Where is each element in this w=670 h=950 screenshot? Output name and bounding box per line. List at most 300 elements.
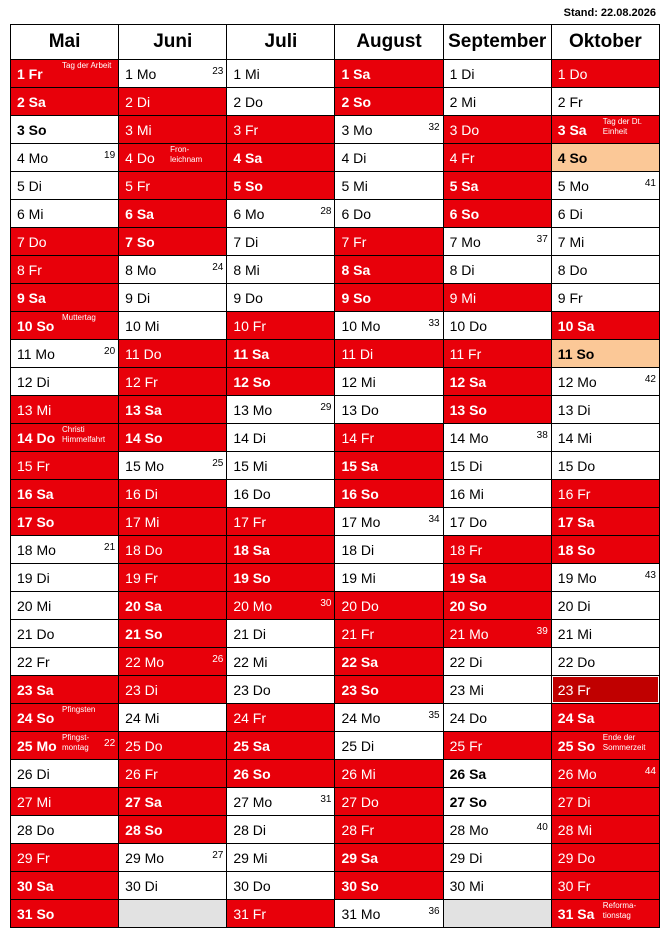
day-cell[interactable] — [11, 312, 119, 340]
calendar-table — [10, 24, 660, 928]
month-header-oktober: Oktober — [551, 25, 659, 60]
day-label: 9 Fr — [557, 289, 583, 306]
calendar-row — [11, 704, 660, 732]
calendar-row — [11, 816, 660, 844]
day-label: 24 Do — [449, 709, 487, 726]
day-label: 14 Mo — [449, 429, 489, 446]
day-cell[interactable] — [335, 508, 443, 536]
day-label: 25 Di — [341, 737, 375, 754]
day-cell[interactable] — [551, 144, 659, 172]
day-label: 31 Mo — [341, 905, 381, 922]
day-cell[interactable] — [551, 340, 659, 368]
calendar-row — [11, 648, 660, 676]
day-cell[interactable] — [551, 396, 659, 424]
day-cell[interactable] — [443, 452, 551, 480]
day-cell[interactable] — [551, 88, 659, 116]
day-label: 22 Di — [449, 653, 483, 670]
day-cell[interactable] — [227, 312, 335, 340]
day-cell[interactable] — [227, 564, 335, 592]
day-label: 3 Do — [449, 121, 480, 138]
day-label: 18 Do — [125, 541, 163, 558]
day-cell[interactable] — [227, 844, 335, 872]
day-cell[interactable] — [119, 116, 227, 144]
day-cell[interactable] — [551, 760, 659, 788]
day-cell[interactable] — [11, 900, 119, 928]
day-label: 8 Fr — [17, 261, 42, 278]
day-cell[interactable] — [551, 452, 659, 480]
day-label: 8 Mi — [233, 261, 260, 278]
day-cell[interactable] — [443, 144, 551, 172]
day-cell[interactable] — [551, 704, 659, 732]
day-cell[interactable] — [227, 760, 335, 788]
day-cell[interactable] — [119, 676, 227, 704]
day-cell[interactable] — [551, 256, 659, 284]
day-cell[interactable] — [119, 340, 227, 368]
day-cell[interactable] — [551, 172, 659, 200]
day-cell[interactable] — [551, 592, 659, 620]
day-cell[interactable] — [551, 816, 659, 844]
day-cell[interactable] — [335, 480, 443, 508]
day-cell[interactable] — [119, 144, 227, 172]
day-label: 23 So — [341, 681, 379, 698]
day-cell[interactable] — [119, 592, 227, 620]
day-cell[interactable] — [551, 508, 659, 536]
day-cell[interactable] — [227, 872, 335, 900]
day-cell[interactable] — [443, 480, 551, 508]
day-label: 17 So — [17, 513, 55, 530]
day-cell[interactable] — [227, 116, 335, 144]
day-cell[interactable] — [227, 704, 335, 732]
day-cell[interactable] — [335, 284, 443, 312]
day-cell[interactable] — [119, 200, 227, 228]
day-label: 30 Fr — [557, 877, 591, 894]
day-cell[interactable] — [119, 620, 227, 648]
day-cell[interactable] — [11, 284, 119, 312]
day-cell[interactable] — [443, 284, 551, 312]
day-cell[interactable] — [443, 340, 551, 368]
day-cell[interactable] — [11, 592, 119, 620]
day-label: 25 Sa — [233, 737, 270, 754]
day-cell[interactable] — [227, 172, 335, 200]
day-label: 22 Mi — [233, 653, 268, 670]
day-cell[interactable] — [551, 116, 659, 144]
day-cell[interactable] — [551, 732, 659, 760]
day-cell[interactable] — [119, 396, 227, 424]
day-cell[interactable] — [443, 592, 551, 620]
week-number: 23 — [212, 66, 224, 77]
day-cell[interactable] — [11, 256, 119, 284]
day-cell[interactable] — [335, 340, 443, 368]
holiday-note: Tag der Dt. Einheit — [602, 117, 642, 136]
day-label: 26 Mo — [557, 765, 597, 782]
day-cell[interactable] — [119, 368, 227, 396]
day-cell[interactable] — [119, 508, 227, 536]
day-cell[interactable] — [443, 312, 551, 340]
calendar-row — [11, 592, 660, 620]
day-cell[interactable] — [11, 648, 119, 676]
day-cell[interactable] — [443, 424, 551, 452]
day-label: 21 So — [125, 625, 163, 642]
day-cell[interactable] — [227, 900, 335, 928]
day-cell[interactable] — [551, 368, 659, 396]
day-cell[interactable] — [11, 480, 119, 508]
day-label: 11 Fr — [449, 345, 482, 362]
day-label: 15 Di — [449, 457, 483, 474]
day-cell[interactable] — [119, 844, 227, 872]
day-cell[interactable] — [335, 816, 443, 844]
day-label: 20 Mo — [233, 597, 273, 614]
day-cell[interactable] — [443, 60, 551, 88]
day-cell[interactable] — [443, 536, 551, 564]
day-label: 19 Mi — [341, 569, 376, 586]
day-cell[interactable] — [227, 144, 335, 172]
day-cell[interactable] — [443, 368, 551, 396]
day-label: 17 Do — [449, 513, 487, 530]
month-header-juli: Juli — [227, 25, 335, 60]
week-number: 40 — [536, 822, 548, 833]
day-cell[interactable] — [11, 732, 119, 760]
day-cell[interactable] — [551, 228, 659, 256]
day-cell[interactable] — [11, 788, 119, 816]
day-cell[interactable] — [11, 760, 119, 788]
day-cell[interactable] — [551, 312, 659, 340]
day-label: 15 Do — [557, 457, 596, 474]
day-label: 2 Do — [233, 93, 263, 110]
holiday-note: Pfingst-montag — [62, 733, 90, 752]
day-label: 12 Sa — [449, 373, 487, 390]
day-cell[interactable] — [551, 844, 659, 872]
day-cell[interactable] — [119, 284, 227, 312]
day-label: 25 So — [557, 737, 596, 754]
day-label: 9 So — [341, 289, 372, 306]
day-cell[interactable] — [443, 172, 551, 200]
day-label: 17 Mi — [125, 513, 160, 530]
day-cell[interactable] — [11, 564, 119, 592]
day-cell[interactable] — [443, 732, 551, 760]
day-label: 31 Sa — [557, 905, 595, 922]
day-cell[interactable] — [443, 872, 551, 900]
day-cell[interactable] — [335, 424, 443, 452]
day-label: 27 So — [449, 793, 487, 810]
day-cell[interactable] — [551, 564, 659, 592]
day-cell[interactable] — [227, 452, 335, 480]
day-label: 16 Sa — [17, 485, 54, 502]
day-label: 16 Di — [125, 485, 158, 502]
day-cell[interactable] — [335, 396, 443, 424]
day-cell[interactable] — [119, 256, 227, 284]
day-cell[interactable] — [11, 704, 119, 732]
week-number: 34 — [428, 514, 440, 525]
day-label: 31 So — [17, 905, 55, 922]
week-number: 39 — [536, 626, 548, 637]
day-cell[interactable] — [11, 536, 119, 564]
day-label: 14 Do — [17, 429, 56, 446]
day-cell[interactable] — [11, 228, 119, 256]
calendar-row — [11, 60, 660, 88]
day-cell[interactable] — [227, 88, 335, 116]
day-cell[interactable] — [551, 424, 659, 452]
day-cell[interactable] — [11, 172, 119, 200]
day-cell[interactable] — [335, 844, 443, 872]
day-cell[interactable] — [11, 200, 119, 228]
day-label: 10 Mi — [125, 317, 160, 334]
day-cell[interactable] — [119, 228, 227, 256]
day-cell[interactable] — [227, 368, 335, 396]
day-cell[interactable] — [11, 424, 119, 452]
day-label: 10 Mo — [341, 317, 381, 334]
day-cell[interactable] — [443, 676, 551, 704]
day-cell[interactable] — [119, 564, 227, 592]
day-label: 19 Fr — [125, 569, 158, 586]
day-cell[interactable] — [11, 620, 119, 648]
day-cell[interactable] — [443, 508, 551, 536]
day-label: 28 Mi — [557, 821, 593, 838]
day-cell[interactable] — [443, 200, 551, 228]
day-cell[interactable] — [11, 816, 119, 844]
day-cell[interactable] — [11, 396, 119, 424]
day-cell[interactable] — [335, 732, 443, 760]
day-label: 16 Fr — [557, 485, 591, 502]
day-cell[interactable] — [227, 620, 335, 648]
day-cell[interactable] — [443, 116, 551, 144]
day-label: 26 Sa — [449, 765, 487, 782]
day-cell[interactable] — [335, 648, 443, 676]
day-label: 22 Do — [557, 653, 596, 670]
day-cell[interactable] — [119, 732, 227, 760]
week-number: 25 — [212, 458, 224, 469]
day-cell[interactable] — [443, 396, 551, 424]
day-cell[interactable] — [227, 480, 335, 508]
day-label: 24 Mi — [125, 709, 160, 726]
day-cell[interactable] — [227, 396, 335, 424]
day-cell[interactable] — [119, 452, 227, 480]
day-label: 23 Mi — [449, 681, 484, 698]
day-cell[interactable] — [551, 900, 659, 928]
day-cell[interactable] — [119, 704, 227, 732]
day-cell[interactable] — [227, 648, 335, 676]
day-label: 3 Sa — [557, 121, 587, 138]
day-cell[interactable] — [335, 760, 443, 788]
day-cell[interactable] — [11, 844, 119, 872]
day-label: 1 Fr — [17, 65, 43, 82]
day-label: 7 Fr — [341, 233, 367, 250]
day-label: 9 Sa — [17, 289, 46, 306]
day-label: 10 Fr — [233, 317, 266, 334]
day-cell[interactable] — [443, 88, 551, 116]
day-label: 4 Di — [341, 149, 367, 166]
day-cell[interactable] — [335, 256, 443, 284]
day-cell[interactable] — [119, 788, 227, 816]
day-label: 16 Mi — [449, 485, 484, 502]
day-cell[interactable] — [119, 88, 227, 116]
day-cell[interactable] — [443, 900, 551, 928]
day-label: 21 Mi — [557, 625, 593, 642]
day-label: 11 Do — [125, 345, 162, 362]
calendar-row — [11, 284, 660, 312]
day-cell[interactable] — [335, 368, 443, 396]
day-cell[interactable] — [551, 788, 659, 816]
day-label: 12 Fr — [125, 373, 158, 390]
day-cell[interactable] — [335, 900, 443, 928]
day-label: 24 Mo — [341, 709, 381, 726]
day-label: 17 Sa — [557, 513, 595, 530]
day-label: 6 Mi — [17, 205, 44, 222]
day-cell[interactable] — [443, 816, 551, 844]
day-cell[interactable] — [335, 144, 443, 172]
day-label: 30 Sa — [17, 877, 54, 894]
day-cell[interactable] — [335, 704, 443, 732]
day-label: 10 So — [17, 317, 55, 334]
day-cell[interactable] — [119, 900, 227, 928]
day-label: 1 Mo — [125, 65, 157, 82]
day-cell[interactable] — [335, 60, 443, 88]
day-cell[interactable] — [443, 228, 551, 256]
day-cell[interactable] — [11, 60, 119, 88]
day-cell[interactable] — [11, 340, 119, 368]
day-cell[interactable] — [335, 228, 443, 256]
day-cell[interactable] — [227, 676, 335, 704]
day-label: 6 Do — [341, 205, 372, 222]
day-cell[interactable] — [227, 592, 335, 620]
day-cell[interactable] — [119, 648, 227, 676]
day-cell[interactable] — [335, 536, 443, 564]
day-label: 5 So — [233, 177, 263, 194]
day-cell[interactable] — [119, 760, 227, 788]
day-cell[interactable] — [227, 732, 335, 760]
day-label: 12 Mi — [341, 373, 376, 390]
day-cell[interactable] — [443, 620, 551, 648]
day-label: 11 So — [557, 345, 595, 362]
day-cell[interactable] — [443, 760, 551, 788]
day-cell[interactable] — [11, 452, 119, 480]
day-cell[interactable] — [119, 536, 227, 564]
calendar-row — [11, 452, 660, 480]
day-label: 12 Di — [17, 373, 50, 390]
day-label: 18 Mo — [17, 541, 56, 558]
day-cell[interactable] — [119, 480, 227, 508]
day-cell[interactable] — [335, 200, 443, 228]
week-number: 27 — [212, 850, 224, 861]
day-cell[interactable] — [227, 228, 335, 256]
day-cell[interactable] — [11, 368, 119, 396]
calendar-row — [11, 480, 660, 508]
day-cell[interactable] — [227, 508, 335, 536]
day-label: 13 Mo — [233, 401, 273, 418]
day-label: 14 Mi — [557, 429, 593, 446]
day-cell[interactable] — [443, 256, 551, 284]
day-cell[interactable] — [227, 340, 335, 368]
day-cell[interactable] — [335, 312, 443, 340]
week-number: 28 — [320, 206, 332, 217]
day-label: 22 Fr — [17, 653, 50, 670]
day-cell[interactable] — [335, 564, 443, 592]
day-cell[interactable] — [11, 116, 119, 144]
day-cell[interactable] — [551, 284, 659, 312]
week-number: 21 — [104, 542, 116, 553]
day-cell[interactable] — [227, 816, 335, 844]
day-cell[interactable] — [551, 200, 659, 228]
day-cell[interactable] — [551, 872, 659, 900]
day-cell[interactable] — [11, 144, 119, 172]
day-cell[interactable] — [11, 508, 119, 536]
day-cell[interactable] — [11, 676, 119, 704]
day-label: 21 Di — [233, 625, 266, 642]
day-cell[interactable] — [335, 452, 443, 480]
day-cell[interactable] — [443, 704, 551, 732]
day-label: 11 Di — [341, 345, 374, 362]
day-cell[interactable] — [443, 648, 551, 676]
day-cell[interactable] — [551, 60, 659, 88]
day-label: 30 Mi — [449, 877, 484, 894]
day-cell[interactable] — [11, 872, 119, 900]
day-label: 24 Sa — [557, 709, 595, 726]
day-label: 27 Di — [557, 793, 591, 810]
day-cell[interactable] — [551, 676, 659, 704]
day-label: 7 So — [125, 233, 155, 250]
day-cell[interactable] — [443, 844, 551, 872]
day-cell[interactable] — [551, 536, 659, 564]
day-label: 26 So — [233, 765, 271, 782]
day-cell[interactable] — [443, 788, 551, 816]
day-cell[interactable] — [227, 256, 335, 284]
day-cell[interactable] — [119, 872, 227, 900]
day-label: 28 Do — [17, 821, 55, 838]
day-cell[interactable] — [335, 676, 443, 704]
day-cell[interactable] — [227, 536, 335, 564]
day-cell[interactable] — [335, 172, 443, 200]
day-cell[interactable] — [11, 88, 119, 116]
holiday-note: Tag der Arbeit — [62, 61, 112, 70]
calendar-row — [11, 900, 660, 928]
day-label: 19 Sa — [449, 569, 487, 586]
week-number: 22 — [104, 738, 116, 749]
day-cell[interactable] — [119, 172, 227, 200]
day-label: 8 Di — [449, 261, 475, 278]
day-cell[interactable] — [227, 200, 335, 228]
week-number: 33 — [428, 318, 440, 329]
day-cell[interactable] — [335, 116, 443, 144]
day-cell[interactable] — [443, 564, 551, 592]
day-cell[interactable] — [227, 424, 335, 452]
day-label: 29 Mo — [125, 849, 165, 866]
day-cell[interactable] — [551, 648, 659, 676]
holiday-note: Pfingsten — [62, 705, 96, 714]
day-cell[interactable] — [335, 872, 443, 900]
day-label: 27 Mi — [17, 793, 52, 810]
day-label: 13 So — [449, 401, 487, 418]
day-cell[interactable] — [335, 620, 443, 648]
day-label: 21 Do — [17, 625, 55, 642]
week-number: 31 — [320, 794, 332, 805]
day-cell[interactable] — [227, 284, 335, 312]
day-cell[interactable] — [119, 424, 227, 452]
day-cell[interactable] — [227, 788, 335, 816]
day-cell[interactable] — [335, 88, 443, 116]
day-cell[interactable] — [551, 480, 659, 508]
day-cell[interactable] — [227, 60, 335, 88]
week-number: 41 — [644, 178, 656, 189]
calendar-row — [11, 340, 660, 368]
day-cell[interactable] — [119, 60, 227, 88]
day-label: 26 Mi — [341, 765, 376, 782]
day-label: 30 Di — [125, 877, 158, 894]
day-cell[interactable] — [119, 312, 227, 340]
day-cell[interactable] — [335, 592, 443, 620]
stand-date-label: Stand: 22.08.2026 — [563, 7, 656, 19]
day-cell[interactable] — [119, 816, 227, 844]
day-cell[interactable] — [551, 620, 659, 648]
day-cell[interactable] — [335, 788, 443, 816]
